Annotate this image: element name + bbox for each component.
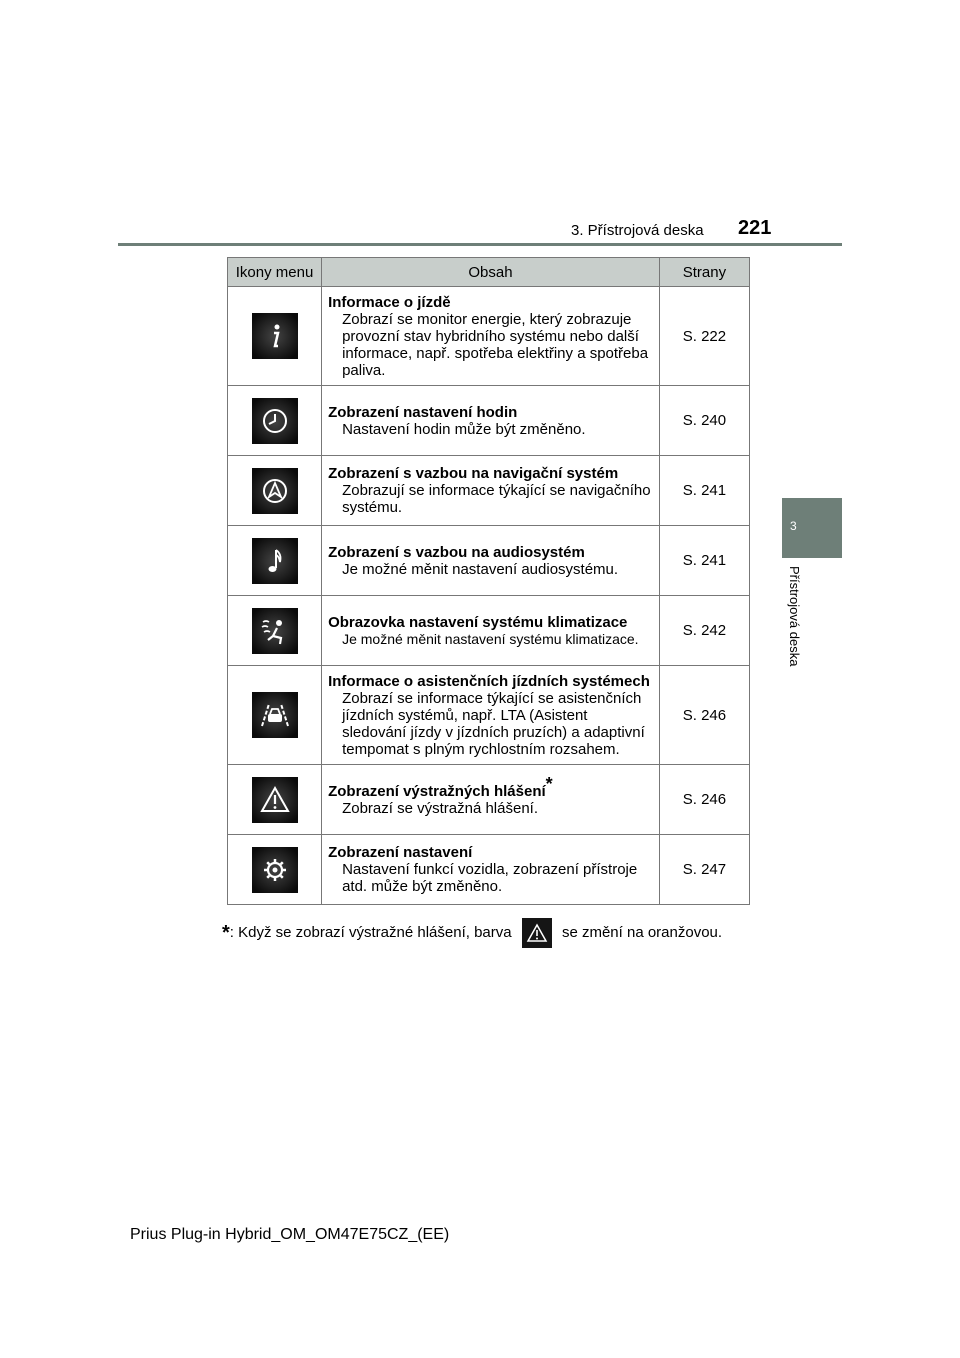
item-description: Je možné měnit nastavení audiosystému.	[342, 560, 619, 578]
table-row	[228, 456, 750, 526]
item-title: Zobrazení s vazbou na navigační systém	[328, 465, 619, 482]
column-header-content: Obsah	[322, 258, 660, 287]
item-description: Zobrazují se informace týkající se navigačního systému.	[342, 482, 651, 516]
table-row	[228, 765, 750, 835]
page-number: 221	[738, 217, 772, 239]
table-row	[228, 835, 750, 905]
page-reference: S. 246	[659, 765, 749, 835]
item-title: Obrazovka nastavení systému klimatizace	[328, 613, 628, 631]
item-description: Zobrazí se monitor energie, který zobrazuje provozní stav hybridního systému nebo další informace, např. spotřeba elektřiny a spotřeba paliva.	[342, 310, 649, 379]
column-header-icons: Ikony menu	[228, 258, 322, 287]
page-reference: S. 247	[659, 835, 749, 905]
chapter-tab[interactable]	[782, 498, 842, 558]
column-header-pages: Strany	[659, 258, 749, 287]
table-header-row	[228, 258, 750, 287]
item-title	[328, 773, 655, 800]
table-row	[228, 666, 750, 765]
music-note-icon	[252, 538, 298, 584]
warning-icon	[522, 918, 552, 948]
table-row	[228, 287, 750, 386]
climate-icon	[252, 608, 298, 654]
navigation-icon	[252, 468, 298, 514]
menu-icons-table	[227, 257, 750, 905]
info-icon	[252, 313, 298, 359]
footnote	[222, 918, 722, 948]
chapter-label: Přístrojová deska	[787, 566, 802, 667]
footnote-text-before: : Když se zobrazí výstražné hlášení, barva	[229, 924, 512, 941]
page-reference: S. 241	[659, 526, 749, 596]
page-reference: S. 242	[659, 596, 749, 666]
footnote-marker: *	[545, 773, 553, 794]
gear-icon	[252, 847, 298, 893]
warning-icon	[252, 777, 298, 823]
item-description: Je možné měnit nastavení systému klimatizace.	[342, 630, 639, 647]
item-title-text: Zobrazení výstražných hlášení	[328, 782, 546, 800]
table-row	[228, 386, 750, 456]
driving-assist-icon	[252, 692, 298, 738]
item-title: Informace o asistenčních jízdních systémech	[328, 672, 650, 690]
page-reference: S. 246	[659, 666, 749, 765]
document-id: Prius Plug-in Hybrid_OM_OM47E75CZ_(EE)	[130, 1226, 450, 1243]
page-reference: S. 240	[659, 386, 749, 456]
section-title: 3. Přístrojová deska	[571, 222, 704, 239]
item-description: Zobrazí se informace týkající se asistenčních jízdních systémů, např. LTA (Asistent sledování jízdy v jízdních pruzích) a adaptivní tempomat s plným rychlostním rozsahem.	[342, 689, 645, 758]
item-title: Informace o jízdě	[328, 293, 451, 311]
item-description: Nastavení hodin může být změněno.	[342, 420, 586, 438]
page-reference: S. 222	[659, 287, 749, 386]
table-row	[228, 526, 750, 596]
footnote-marker: *	[222, 922, 230, 944]
item-description: Nastavení funkcí vozidla, zobrazení přístroje atd. může být změněno.	[342, 861, 638, 895]
item-description: Zobrazí se výstražná hlášení.	[342, 799, 539, 817]
header-rule	[118, 243, 842, 246]
item-title: Zobrazení s vazbou na audiosystém	[328, 543, 585, 561]
footnote-text-after: se změní na oranžovou.	[561, 924, 723, 941]
item-title: Zobrazení nastavení hodin	[328, 403, 518, 421]
clock-icon	[252, 398, 298, 444]
page-reference: S. 241	[659, 456, 749, 526]
item-title: Zobrazení nastavení	[328, 844, 473, 861]
chapter-number: 3	[790, 519, 797, 533]
table-row	[228, 596, 750, 666]
